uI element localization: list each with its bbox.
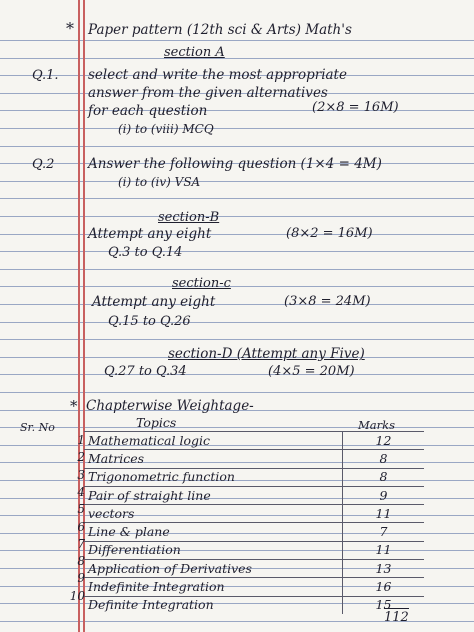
marks-cell: 13 xyxy=(343,560,425,578)
section-d-title: section-D (Attempt any Five) xyxy=(168,346,365,362)
q2-range: (i) to (iv) VSA xyxy=(118,175,201,189)
table-row xyxy=(84,541,424,559)
sno-cell: 7 xyxy=(77,536,85,551)
topic-cell: vectors xyxy=(84,505,343,523)
total-marks: 112 xyxy=(384,610,409,625)
marks-cell: 7 xyxy=(343,523,425,541)
ruled-line xyxy=(0,339,474,340)
marks-cell: 9 xyxy=(343,486,425,504)
topic-cell: Differentiation xyxy=(84,541,343,559)
sno-cell: 6 xyxy=(77,519,85,534)
ruled-line xyxy=(0,146,474,147)
table-row xyxy=(84,486,424,504)
page-title: Paper pattern (12th sci & Arts) Math's xyxy=(88,22,352,38)
section-b-instruction: Attempt any eight xyxy=(88,226,212,242)
weightage-title: Chapterwise Weightage- xyxy=(86,398,254,414)
q1-number: Q.1. xyxy=(32,68,59,83)
ruled-line xyxy=(0,251,474,252)
table-row xyxy=(84,505,424,523)
ruled-line xyxy=(0,58,474,59)
topic-cell: Indefinite Integration xyxy=(84,578,343,596)
sno-cell: 5 xyxy=(77,502,85,517)
ruled-line xyxy=(0,128,474,129)
table-row xyxy=(84,432,424,450)
topic-cell: Line & plane xyxy=(84,523,343,541)
table-row xyxy=(84,450,424,468)
sno-header: Sr. No xyxy=(20,421,55,434)
section-c-instruction: Attempt any eight xyxy=(92,294,216,310)
q1-marks: (2×8 = 16M) xyxy=(312,100,399,115)
sno-cell: 3 xyxy=(77,467,85,482)
section-a-title: section A xyxy=(164,45,225,60)
section-b-range: Q.3 to Q.14 xyxy=(108,245,183,260)
table-row xyxy=(84,560,424,578)
ruled-line xyxy=(0,234,474,235)
q1-range: (i) to (viii) MCQ xyxy=(118,122,214,136)
sno-cell: 8 xyxy=(77,554,85,569)
section-b-marks: (8×2 = 16M) xyxy=(286,226,373,241)
section-c-range: Q.15 to Q.26 xyxy=(108,314,191,329)
table-row xyxy=(84,578,424,596)
ruled-line xyxy=(0,286,474,287)
ruled-line xyxy=(0,216,474,217)
q2-line-1: Answer the following question (1×4 = 4M) xyxy=(88,156,382,172)
ruled-line xyxy=(0,110,474,111)
topic-cell: Matrices xyxy=(84,450,343,468)
q2-number: Q.2 xyxy=(32,157,55,172)
marks-cell: 8 xyxy=(343,450,425,468)
marks-cell: 11 xyxy=(343,505,425,523)
section-c-title: section-c xyxy=(172,276,231,291)
marks-cell: 12 xyxy=(343,432,425,450)
weightage-table-body xyxy=(84,432,424,614)
q1-line-2: answer from the given alternatives xyxy=(88,85,328,101)
table-row xyxy=(84,596,424,614)
topic-cell: Trigonometric function xyxy=(84,468,343,486)
ruled-line xyxy=(0,374,474,375)
sno-cell: 10 xyxy=(69,588,85,603)
marks-cell: 15 xyxy=(343,596,425,614)
table-row xyxy=(84,523,424,541)
sno-cell: 1 xyxy=(77,433,85,447)
weightage-star: * xyxy=(70,397,78,415)
section-c-marks: (3×8 = 24M) xyxy=(284,294,371,309)
heading-star: * xyxy=(66,19,74,38)
ruled-line xyxy=(0,322,474,323)
weightage-table xyxy=(84,431,424,614)
ruled-line xyxy=(0,392,474,393)
table-row xyxy=(84,468,424,486)
marks-cell: 11 xyxy=(343,541,425,559)
sno-cell: 4 xyxy=(77,484,85,499)
section-d-range: Q.27 to Q.34 xyxy=(104,364,187,379)
ruled-line xyxy=(0,40,474,41)
ruled-line xyxy=(0,304,474,305)
marks-cell: 16 xyxy=(343,578,425,596)
q1-line-1: select and write the most appropriate xyxy=(88,67,347,83)
section-d-marks: (4×5 = 20M) xyxy=(268,364,355,379)
marks-header: Marks xyxy=(358,418,395,432)
q1-line-3: for each question xyxy=(88,103,208,119)
topics-header: Topics xyxy=(136,415,177,430)
ruled-line xyxy=(0,269,474,270)
topic-cell: Mathematical logic xyxy=(84,432,343,450)
sno-cell: 9 xyxy=(77,571,85,586)
ruled-line xyxy=(0,198,474,199)
topic-cell: Definite Integration xyxy=(84,596,343,614)
section-b-title: section-B xyxy=(158,210,220,225)
topic-cell: Application of Derivatives xyxy=(84,560,343,578)
ruled-line xyxy=(0,181,474,182)
ruled-line xyxy=(0,427,474,428)
sno-cell: 2 xyxy=(77,450,85,465)
topic-cell: Pair of straight line xyxy=(84,486,343,504)
marks-cell: 8 xyxy=(343,468,425,486)
